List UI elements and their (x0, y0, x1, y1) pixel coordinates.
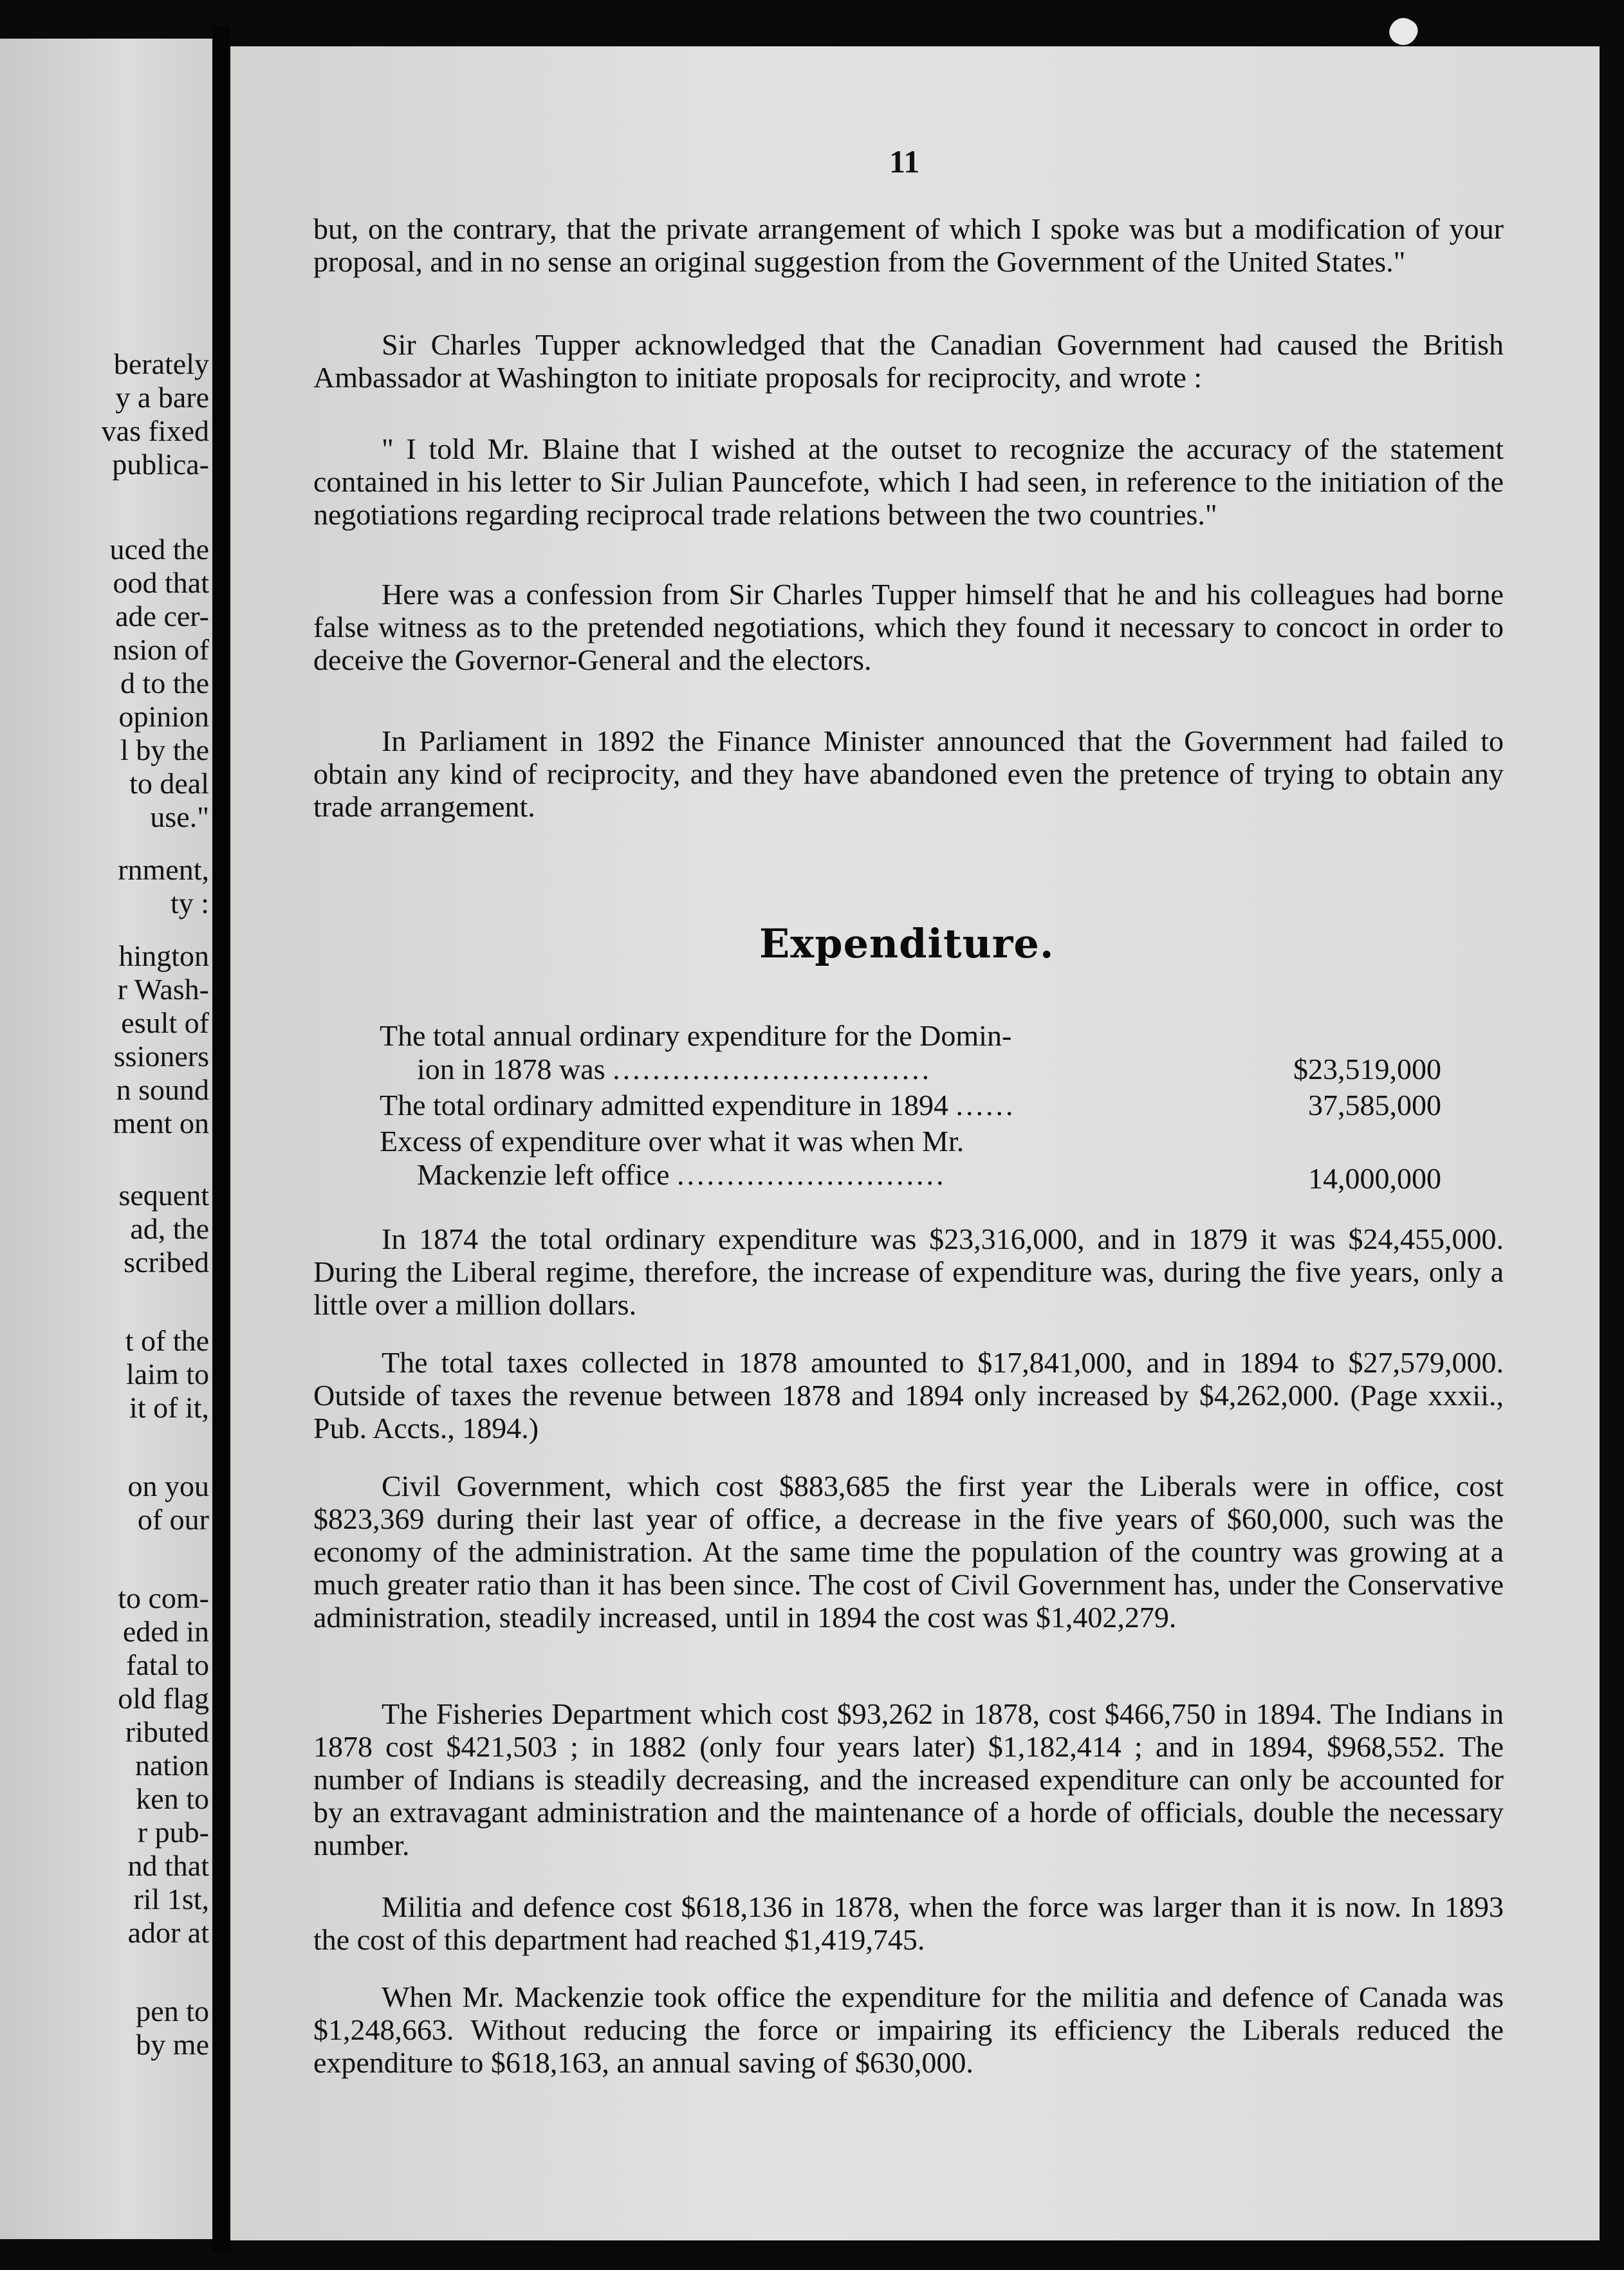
facing-page-fragment: eded in (122, 1615, 209, 1648)
facing-page-fragment: ken to (136, 1782, 209, 1815)
exp2-line: The total ordinary admitted expenditure in 1894 (380, 1089, 948, 1121)
facing-page-fragment: scribed (124, 1246, 209, 1278)
facing-page-fragment: by me (136, 2028, 209, 2061)
facing-page-fragment: opinion (118, 700, 209, 733)
facing-page-fragment: ril 1st, (133, 1883, 209, 1915)
facing-page-fragment: berately (113, 347, 209, 380)
paragraph-10: Militia and defence cost $618,136 in 1878, when the force was larger than it is now. In 1893 the cost of this department had reached $1,419,745. (313, 1890, 1504, 1956)
expenditure-row-1: The total annual ordinary expenditure for the Domin- ion in 1878 was ................................ $23,519,000 (380, 1019, 1441, 1085)
facing-page-fragment: fatal to (126, 1648, 209, 1681)
paragraph-6: In 1874 the total ordinary expenditure was $23,316,000, and in 1879 it was $24,455,000. During the Liberal regime, therefore, the increase of expenditure was, during the five years, only a little over a million dollars. (313, 1223, 1504, 1321)
facing-page-fragment: d to the (120, 667, 209, 699)
facing-page-fragment: of our (137, 1503, 209, 1536)
facing-page-fragment: uced the (109, 533, 209, 566)
facing-page-fragment: ood that (113, 566, 209, 599)
facing-page-fragment: nsion of (113, 633, 209, 666)
facing-page-fragment: ade cer- (115, 600, 209, 632)
exp2-value: 37,585,000 (1308, 1089, 1441, 1121)
facing-page-fragment: ad, the (130, 1212, 209, 1245)
facing-page-fragment: ador at (127, 1916, 209, 1949)
facing-page-fragment: to deal (129, 767, 209, 800)
facing-page-fragment: to com- (118, 1582, 209, 1614)
exp3-line2: Mackenzie left office (417, 1158, 670, 1191)
section-heading: Expenditure. (759, 920, 1055, 967)
paragraph-8: Civil Government, which cost $883,685 the first year the Liberals were in office, cost $823,369 during their last year of office, a decrease in the five years of $60,000, such was the economy of the administration. At the same time the population of the country was growing at a much greater ratio than it has been since. The cost of Civil Government has, under the Conservative administration, steadily increased, until in 1894 the cost was $1,402,279. (313, 1470, 1504, 1634)
facing-page-fragment: nd that (127, 1849, 209, 1882)
facing-page-fragment: nation (135, 1749, 209, 1782)
page-number: 11 (889, 143, 920, 180)
facing-page-fragment: publica- (112, 448, 209, 481)
facing-page-fragment: esult of (121, 1006, 209, 1039)
facing-page-fragment: sequent (118, 1179, 209, 1212)
paragraph-1: but, on the contrary, that the private arrangement of which I spoke was but a modification of your proposal, and in no sense an original suggestion from the Government of the United States." (313, 212, 1504, 278)
facing-page-fragment: ment on (113, 1107, 209, 1140)
exp1-value: $23,519,000 (1293, 1053, 1441, 1085)
facing-page-fragment: n sound (116, 1073, 209, 1106)
paragraph-4: Here was a confession from Sir Charles Tupper himself that he and his colleagues had borne false witness as to the pretended negotiations, which they found it necessary to concoct in order to deceive the Governor-General and the electors. (313, 578, 1504, 676)
facing-page-fragment: hington (118, 939, 209, 972)
paragraph-7: The total taxes collected in 1878 amounted to $17,841,000, and in 1894 to $27,579,000. Outside of taxes the revenue between 1878 and 1894 only increased by $4,262,000. (Page xxxii., Pub. Accts., 1894.) (313, 1346, 1504, 1444)
paragraph-5: In Parliament in 1892 the Finance Minister announced that the Government had failed to obtain any kind of reciprocity, and they have abandoned even the pretence of trying to obtain any trade arrangement. (313, 724, 1504, 823)
facing-page-fragment: t of the (125, 1324, 209, 1357)
facing-page-fragment: l by the (120, 734, 209, 766)
facing-page-fragment: it of it, (129, 1391, 209, 1424)
facing-page-fragment: pen to (136, 1995, 209, 2027)
exp3-line1: Excess of expenditure over what it was when Mr. (380, 1125, 964, 1158)
corner-blemish (1385, 13, 1421, 50)
paragraph-2: Sir Charles Tupper acknowledged that the Canadian Government had caused the British Ambassador at Washington to initiate proposals for reciprocity, and wrote : (313, 328, 1504, 394)
facing-page-fragment: laim to (125, 1358, 209, 1390)
facing-page-fragment: ssioners (113, 1040, 209, 1073)
expenditure-row-3: Excess of expenditure over what it was when Mr. Mackenzie left office ........................... 14,000,000 (380, 1125, 1441, 1195)
paragraph-9: The Fisheries Department which cost $93,262 in 1878, cost $466,750 in 1894. The Indians in 1878 cost $421,503 ; in 1882 (only four years later) $1,182,414 ; and in 1894, $968,552. The number of Indians is steadily decreasing, and the increased expenditure can only be accounted for by an extravagant administration and the maintenance of a horde of officials, double the necessary number. (313, 1697, 1504, 1861)
facing-page-fragment: on you (127, 1470, 209, 1502)
facing-page-fragment: rnment, (118, 853, 209, 886)
facing-page-fragment: vas fixed (101, 414, 209, 447)
paragraph-11: When Mr. Mackenzie took office the expenditure for the militia and defence of Canada was $1,248,663. Without reducing the force or impairing its efficiency the Liberals reduced the expenditure to $618,163, an annual saving of $630,000. (313, 1980, 1504, 2079)
expenditure-row-2: The total ordinary admitted expenditure in 1894 ...... 37,585,000 (380, 1089, 1441, 1121)
exp1-line2: ion in 1878 was (417, 1053, 605, 1085)
facing-page-fragment: r Wash- (117, 973, 209, 1006)
facing-page-fragment: ty : (170, 887, 209, 919)
exp1-line1: The total annual ordinary expenditure for the Domin- (380, 1019, 1012, 1052)
exp3-value: 14,000,000 (1308, 1162, 1441, 1195)
facing-page-fragment: r pub- (137, 1816, 209, 1849)
facing-page-fragment: use." (150, 800, 209, 833)
facing-page-fragment: y a bare (115, 381, 209, 414)
facing-page-fragment: ributed (125, 1715, 209, 1748)
facing-page-fragment: old flag (118, 1682, 209, 1715)
paragraph-3-quote: " I told Mr. Blaine that I wished at the outset to recognize the accuracy of the statement contained in his letter to Sir Julian Pauncefote, which I had seen, in reference to the initiation of the negotiations regarding reciprocal trade relations between the two countries." (313, 432, 1504, 531)
book-gutter (212, 26, 230, 2252)
